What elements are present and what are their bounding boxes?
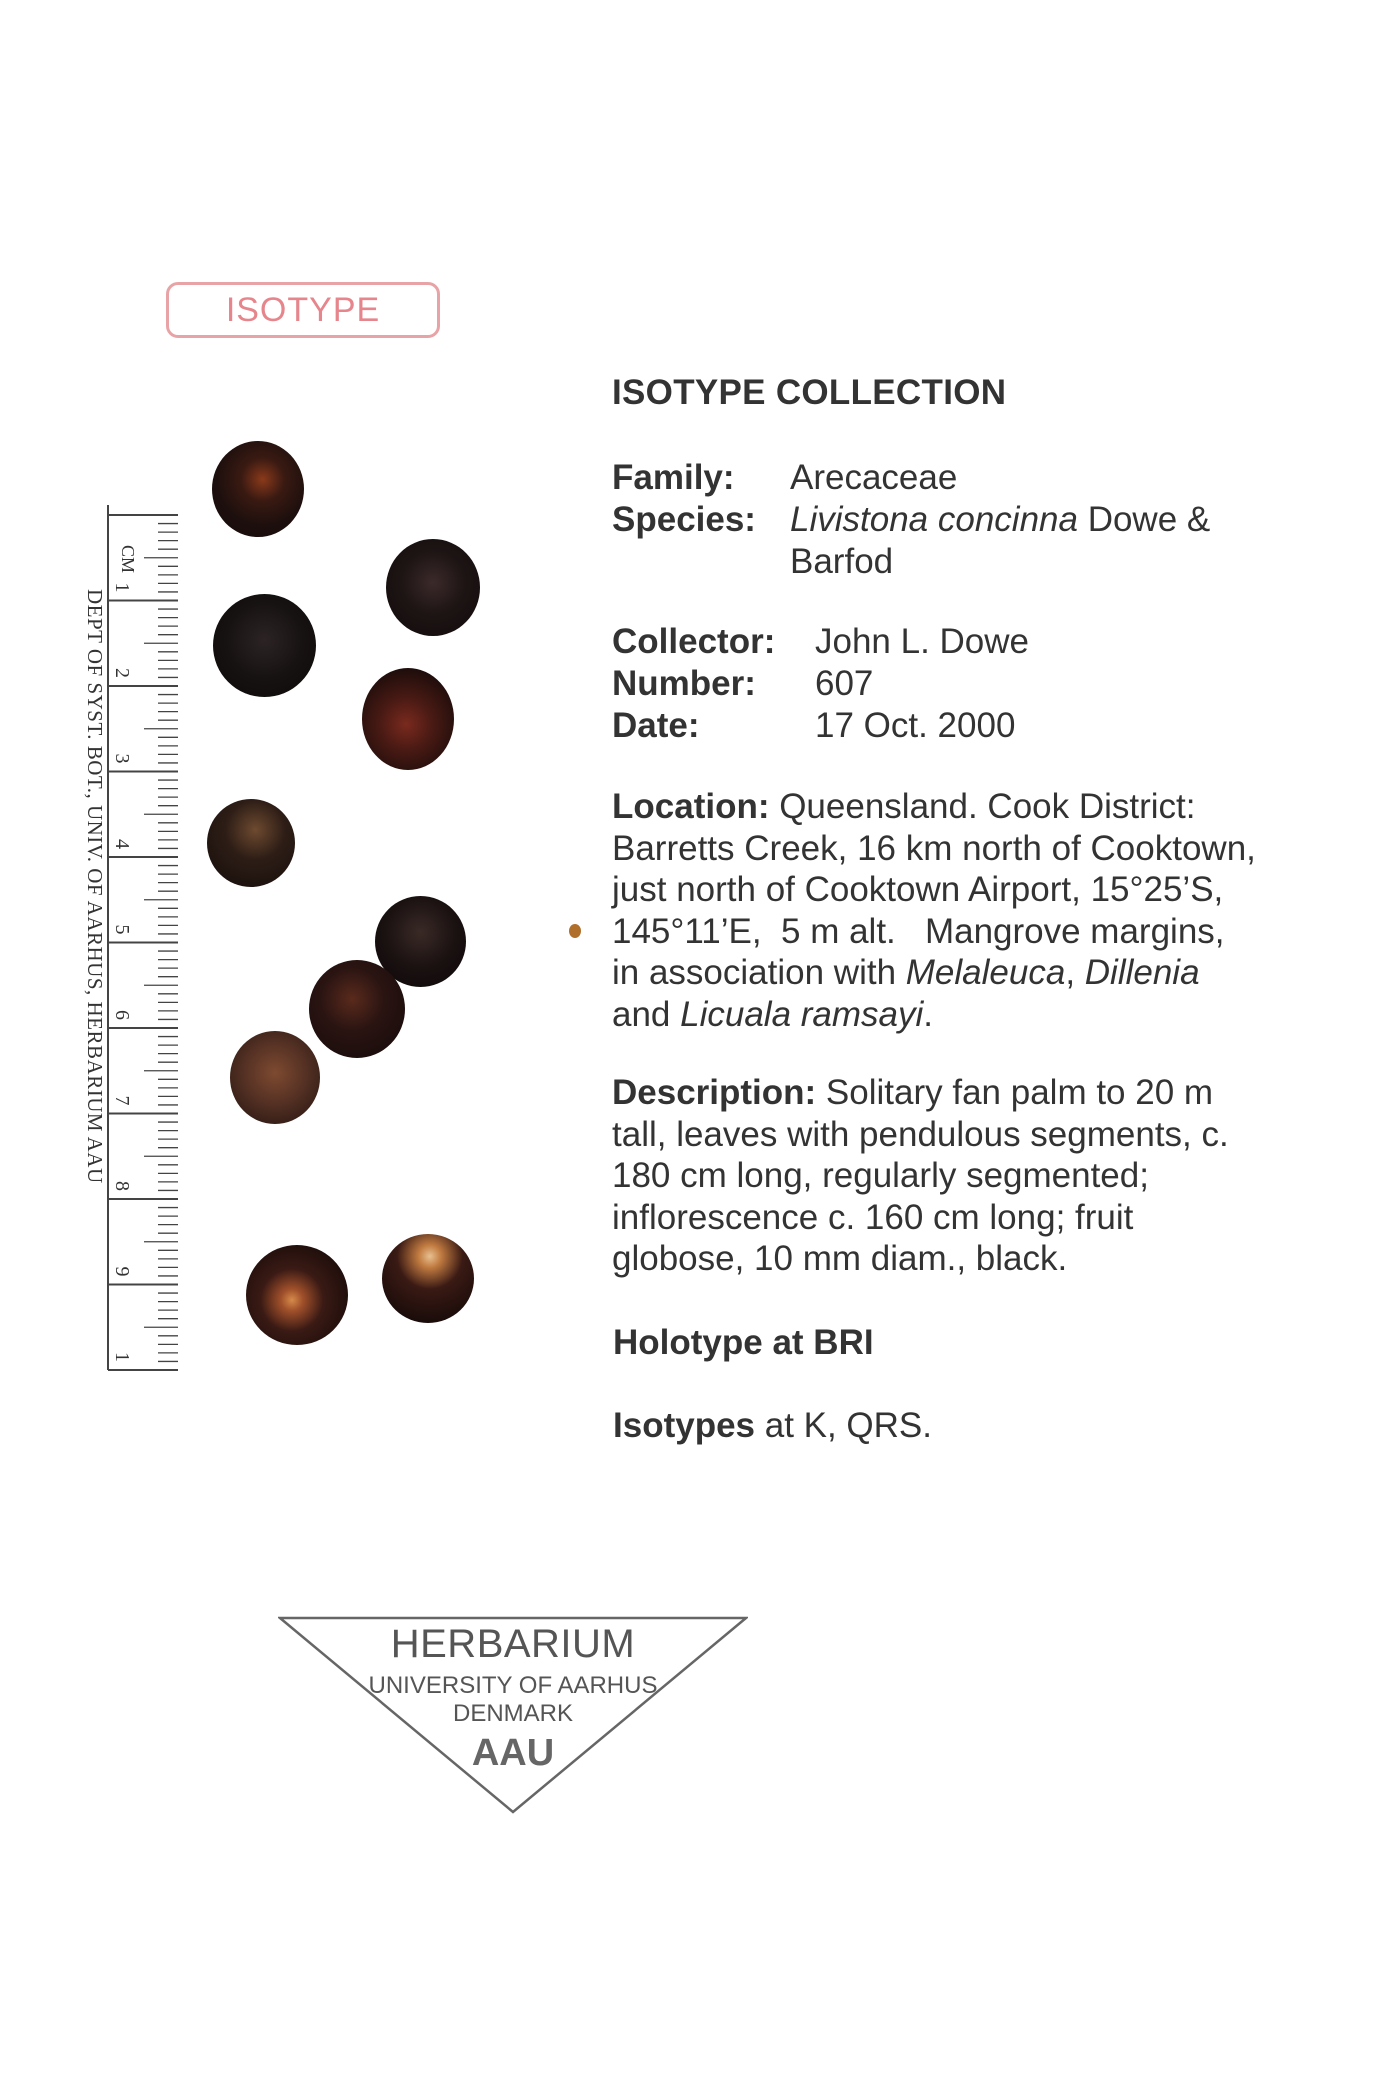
ruler-numbers bbox=[111, 583, 133, 1363]
location-line3: just north of Cooktown Airport, 15°25’S, bbox=[612, 870, 1224, 909]
family-label: Family: bbox=[612, 458, 735, 497]
location-line2: Barretts Creek, 16 km north of Cooktown, bbox=[612, 828, 1256, 868]
fruit-specimen bbox=[386, 539, 480, 636]
ruler-number: 6 bbox=[111, 1010, 133, 1020]
fruit-specimen bbox=[213, 594, 316, 697]
location-separator: , bbox=[1065, 953, 1085, 992]
family-value: Arecaceae bbox=[790, 458, 958, 497]
genus-melaleuca: Melaleuca bbox=[905, 953, 1066, 992]
location-period: . bbox=[923, 994, 934, 1034]
ruler-unit: CM bbox=[118, 545, 138, 574]
herbarium-stamp bbox=[278, 1616, 748, 1816]
fruit-specimen bbox=[246, 1245, 348, 1345]
species-name: Livistona concinna bbox=[790, 500, 1078, 539]
isotypes-value: at K, QRS. bbox=[755, 1406, 932, 1445]
stamp-code: AAU bbox=[471, 1732, 555, 1774]
description-block bbox=[612, 1072, 1292, 1280]
description-line4: inflorescence c. 160 cm long; fruit bbox=[612, 1197, 1134, 1237]
ruler-caption: DEPT OF SYST. BOT., UNIV. OF AARHUS, HERBARIUM AAU bbox=[83, 589, 107, 1184]
isotype-stamp bbox=[166, 282, 440, 338]
taxonomy-block bbox=[612, 457, 1210, 583]
fruit-specimen bbox=[207, 799, 295, 887]
fruit-fragment bbox=[569, 924, 581, 938]
description-line1: Solitary fan palm to 20 m bbox=[816, 1073, 1214, 1112]
collector-value: John L. Dowe bbox=[815, 622, 1030, 661]
location-line6: and bbox=[612, 994, 681, 1034]
species-licuala: Licuala ramsayi bbox=[680, 994, 924, 1034]
description-line5: globose, 10 mm diam., black. bbox=[612, 1239, 1068, 1278]
isotypes-note bbox=[613, 1405, 932, 1447]
ruler-number: 1 bbox=[111, 582, 133, 593]
ruler-number: 3 bbox=[111, 753, 133, 764]
fruit-specimen bbox=[309, 960, 405, 1058]
stamp-title: HERBARIUM bbox=[390, 1622, 636, 1666]
isotype-stamp-text: ISOTYPE bbox=[225, 290, 381, 329]
location-line1: Queensland. Cook District: bbox=[769, 787, 1196, 826]
fruit-specimen bbox=[230, 1031, 320, 1124]
ruler-number: 4 bbox=[111, 839, 133, 849]
stamp-university: UNIVERSITY OF AARHUS bbox=[368, 1672, 658, 1699]
ruler-number: 7 bbox=[111, 1095, 133, 1106]
location-line4: 145°11’E, 5 m alt. Mangrove margins, bbox=[612, 911, 1225, 951]
date-value: 17 Oct. 2000 bbox=[815, 706, 1016, 745]
holotype-note: Holotype at BRI bbox=[613, 1323, 874, 1362]
description-line3: 180 cm long, regularly segmented; bbox=[612, 1156, 1149, 1195]
label-heading: ISOTYPE COLLECTION bbox=[612, 373, 1007, 412]
location-block bbox=[612, 786, 1292, 1035]
fruit-specimen bbox=[212, 441, 304, 537]
date-label: Date: bbox=[612, 706, 700, 745]
number-value: 607 bbox=[815, 664, 874, 703]
species-label: Species: bbox=[612, 500, 756, 539]
genus-dillenia: Dillenia bbox=[1084, 953, 1200, 992]
ruler-number: 8 bbox=[111, 1181, 133, 1191]
description-label: Description: bbox=[612, 1073, 817, 1112]
fruit-specimen bbox=[362, 668, 454, 770]
collection-block bbox=[612, 621, 1029, 747]
cm-ruler bbox=[60, 505, 190, 1375]
isotypes-label: Isotypes bbox=[613, 1406, 755, 1445]
ruler-number: 2 bbox=[111, 668, 133, 678]
species-author: Dowe & bbox=[1077, 500, 1211, 539]
ruler-number: 1 bbox=[111, 1352, 133, 1362]
species-author-cont: Barfod bbox=[790, 542, 894, 581]
location-label: Location: bbox=[612, 787, 770, 826]
stamp-country: DENMARK bbox=[452, 1700, 573, 1727]
collector-label: Collector: bbox=[612, 622, 776, 661]
fruit-specimen bbox=[382, 1234, 474, 1323]
description-line2: tall, leaves with pendulous segments, c. bbox=[612, 1114, 1229, 1154]
number-label: Number: bbox=[612, 664, 756, 703]
ruler-number: 9 bbox=[111, 1266, 133, 1277]
ruler-number: 5 bbox=[111, 924, 133, 935]
ruler-ticks bbox=[108, 515, 178, 1361]
location-line5: in association with bbox=[612, 953, 906, 992]
